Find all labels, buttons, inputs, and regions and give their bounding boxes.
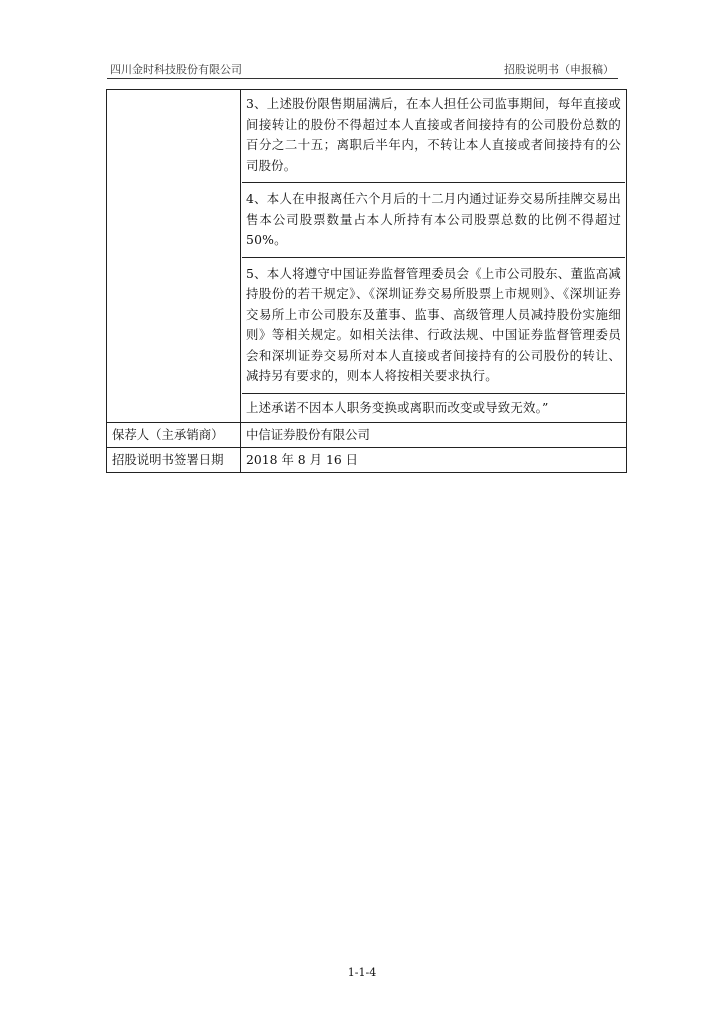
commitment-paragraph-4: 4、本人在申报离任六个月后的十二月内通过证券交易所挂牌交易出售本公司股票数量占本人所持有本公司股票总数的比例不得超过50%。 xyxy=(242,182,625,257)
signing-date-value: 2018 年 8 月 16 日 xyxy=(246,452,359,467)
commitment-paragraph-3: 3、上述股份限售期届满后，在本人担任公司监事期间，每年直接或间接转让的股份不得超过本人直接或者间接持有的公司股份总数的百分之二十五；离职后半年内，不转让本人直接或者间接持有的公司股份。 xyxy=(246,96,621,173)
sponsor-label: 保荐人（主承销商） xyxy=(112,427,224,442)
prospectus-info-table xyxy=(106,89,627,473)
page-header xyxy=(107,57,618,77)
commitment-paragraph-5: 5、本人将遵守中国证券监督管理委员会《上市公司股东、董监高减持股份的若干规定》、《深圳证券交易所股票上市规则》、《深圳证券交易所上市公司股东及董事、监事、高级管理人员减持股份实施细则》等相关规定。如相关法律、行政法规、中国证券监督管理委员会和深圳证券交易所对本人直接或者间接持有的公司股份的转让、减持另有要求的，则本人将按相关要求执行。 xyxy=(242,257,625,393)
table-row xyxy=(107,448,627,473)
commitment-closing-statement: 上述承诺不因本人职务变换或离职而改变或导致无效。” xyxy=(242,393,625,422)
commitment-content-cell xyxy=(241,90,627,423)
company-name: 四川金时科技股份有限公司 xyxy=(110,63,242,76)
empty-label-cell xyxy=(107,90,241,423)
header-divider xyxy=(107,78,618,79)
document-title: 招股说明书（申报稿） xyxy=(504,63,614,76)
page-number: 1-1-4 xyxy=(347,966,377,979)
signing-date-label: 招股说明书签署日期 xyxy=(112,452,224,467)
commitment-row xyxy=(107,90,627,423)
sponsor-value: 中信证券股份有限公司 xyxy=(246,427,370,442)
table-row xyxy=(107,423,627,448)
